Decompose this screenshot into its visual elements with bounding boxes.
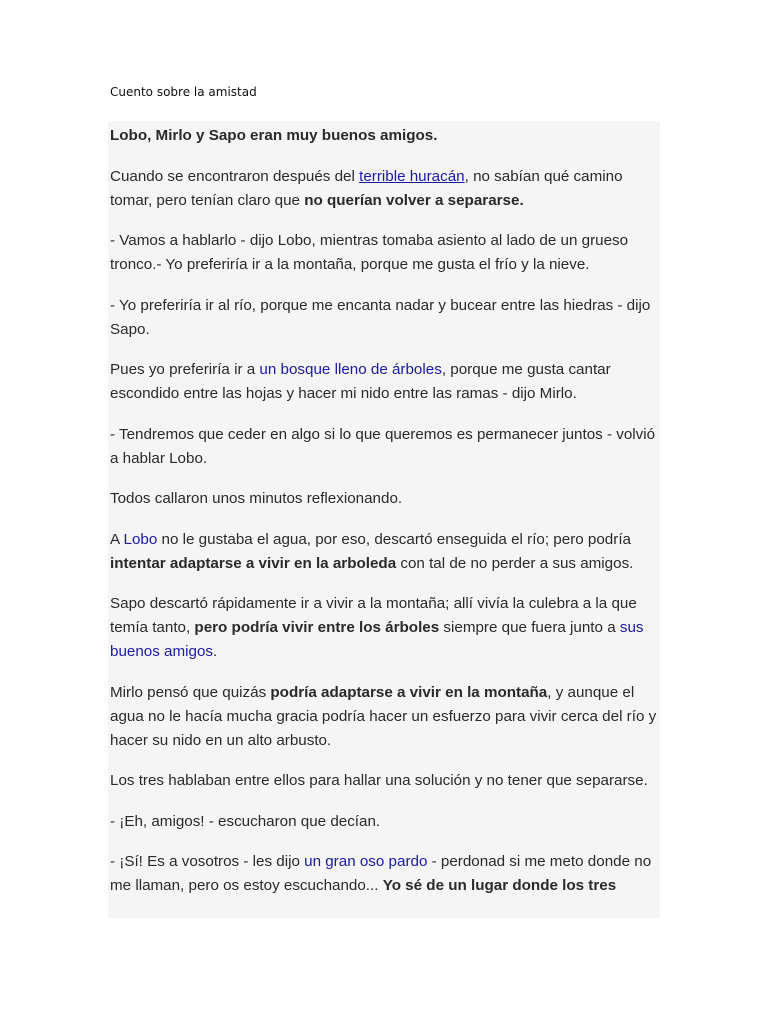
paragraph-10 bbox=[110, 681, 658, 753]
link-gran-oso-pardo[interactable]: un gran oso pardo bbox=[304, 853, 428, 870]
text-span: . bbox=[213, 643, 218, 660]
paragraph-2 bbox=[110, 165, 658, 213]
bold-text: intentar adaptarse a vivir en la arboleda bbox=[110, 554, 397, 572]
text-span: Sapo descartó rápidamente ir a vivir a la montaña; allí vivía la culebra a la que temía tanto, bbox=[110, 595, 637, 636]
bold-text: no querían volver a separarse. bbox=[304, 191, 524, 209]
paragraph-3: - Vamos a hablarlo - dijo Lobo, mientras tomaba asiento al lado de un grueso tronco.- Yo preferiría ir a la montaña, porque me gusta el frío y la nieve. bbox=[110, 232, 629, 273]
paragraph-9 bbox=[110, 592, 658, 664]
text-span: Cuando se encontraron después del bbox=[110, 167, 360, 185]
text-span: - perdonad si me meto donde no me llaman, pero os estoy escuchando... bbox=[110, 853, 652, 894]
text-span: con tal de no perder a sus amigos. bbox=[396, 554, 634, 572]
bold-text: podría adaptarse a vivir en la montaña bbox=[270, 683, 548, 701]
text-span: Mirlo pensó que quizás bbox=[110, 683, 271, 701]
text-span: , no sabían qué camino tomar, pero tenían claro que bbox=[110, 167, 623, 209]
paragraph-4: - Yo preferiría ir al río, porque me encanta nadar y bucear entre las hiedras - dijo Sapo. bbox=[110, 296, 651, 338]
text-span: A bbox=[110, 530, 124, 548]
paragraph-13 bbox=[110, 850, 658, 898]
text-span: siempre que fuera junto a bbox=[439, 619, 620, 636]
paragraph-6: - Tendremos que ceder en algo si lo que queremos es permanecer juntos - volvió a hablar Lobo. bbox=[110, 425, 656, 467]
link-lobo[interactable]: Lobo bbox=[123, 530, 158, 548]
paragraph-12: - ¡Eh, amigos! - escucharon que decían. bbox=[110, 812, 381, 830]
text-span: Pues yo preferiría ir a bbox=[110, 361, 260, 378]
paragraph-8 bbox=[110, 528, 658, 576]
text-span: - ¡Sí! Es a vosotros - les dijo bbox=[110, 853, 305, 870]
link-terrible-huracan[interactable]: terrible huracán bbox=[359, 167, 465, 185]
paragraph-11: Los tres hablaban entre ellos para hallar una solución y no tener que separarse. bbox=[110, 772, 648, 789]
paragraph-1 bbox=[110, 124, 658, 148]
paragraph-7: Todos callaron unos minutos reflexionando. bbox=[110, 490, 403, 507]
link-sus-buenos-amigos[interactable]: sus buenos amigos bbox=[110, 619, 644, 660]
paragraph-5 bbox=[110, 358, 658, 406]
bold-text: Lobo, Mirlo y Sapo eran muy buenos amigos. bbox=[110, 127, 438, 144]
link-bosque-lleno-de-arboles[interactable]: un bosque lleno de árboles bbox=[259, 361, 442, 378]
bold-text: Yo sé de un lugar donde los tres bbox=[382, 877, 617, 894]
text-span: no le gustaba el agua, por eso, descartó enseguida el río; pero podría bbox=[157, 530, 631, 548]
document-title: Cuento sobre la amistad bbox=[110, 85, 257, 99]
story-text-panel bbox=[108, 121, 660, 918]
text-span: , y aunque el agua no le hacía mucha gracia podría hacer un esfuerzo para vivir cerca del río y hacer su nido en un alto arbusto. bbox=[110, 683, 657, 749]
text-span: , porque me gusta cantar escondido entre las hojas y hacer mi nido entre las ramas - dijo Mirlo. bbox=[110, 361, 611, 402]
bold-text: pero podría vivir entre los árboles bbox=[194, 619, 440, 636]
